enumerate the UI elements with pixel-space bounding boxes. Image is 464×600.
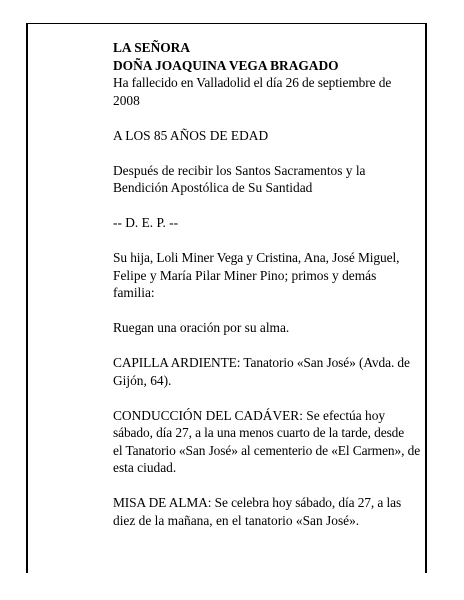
conduction-text-line4: esta ciudad. [113, 460, 177, 475]
mass-text-line1: MISA DE ALMA: Se celebra hoy sábado, día 27, a las [113, 495, 402, 510]
mass-text-line2: diez de la mañana, en el tanatorio «San José». [113, 512, 360, 528]
family-text-line3: familia: [113, 285, 155, 300]
conduction-text-line2: sábado, día 27, a la una menos cuarto de la tarde, desde [113, 425, 405, 440]
sacraments-text-line1: Después de recibir los Santos Sacramentos y la [113, 162, 366, 178]
prayer-text: Ruegan una oración por su alma. [113, 320, 290, 335]
sacraments-text-line2: Bendición Apostólica de Su Santidad [113, 180, 313, 195]
obituary-notice [113, 39, 431, 529]
frame-left-border [26, 23, 28, 573]
frame-top-border [26, 23, 427, 24]
family-text-line2: Felipe y María Pilar Miner Pino; primos y demás [113, 267, 377, 283]
death-text-line2: 2008 [113, 92, 140, 108]
dep-text: -- D. E. P. -- [113, 215, 179, 230]
death-text-line1: Ha fallecido en Valladolid el día 26 de septiembre de [113, 75, 392, 90]
age-text: A LOS 85 AÑOS DE EDAD [113, 127, 269, 143]
conduction-text-line1: CONDUCCIÓN DEL CADÁVER: Se efectúa hoy [113, 407, 386, 423]
notice-title-line2: DOÑA JOAQUINA VEGA BRAGADO [113, 57, 339, 73]
family-text-line1: Su hija, Loli Miner Vega y Cristina, Ana, José Miguel, [113, 250, 400, 265]
chapel-text-line2: Gijón, 64). [113, 372, 172, 388]
chapel-text-line1: CAPILLA ARDIENTE: Tanatorio «San José» (Avda. de [113, 355, 410, 370]
notice-title-line1: LA SEÑORA [113, 40, 191, 55]
conduction-text-line3: el Tanatorio «San José» al cementerio de «El Carmen», de [113, 442, 421, 458]
